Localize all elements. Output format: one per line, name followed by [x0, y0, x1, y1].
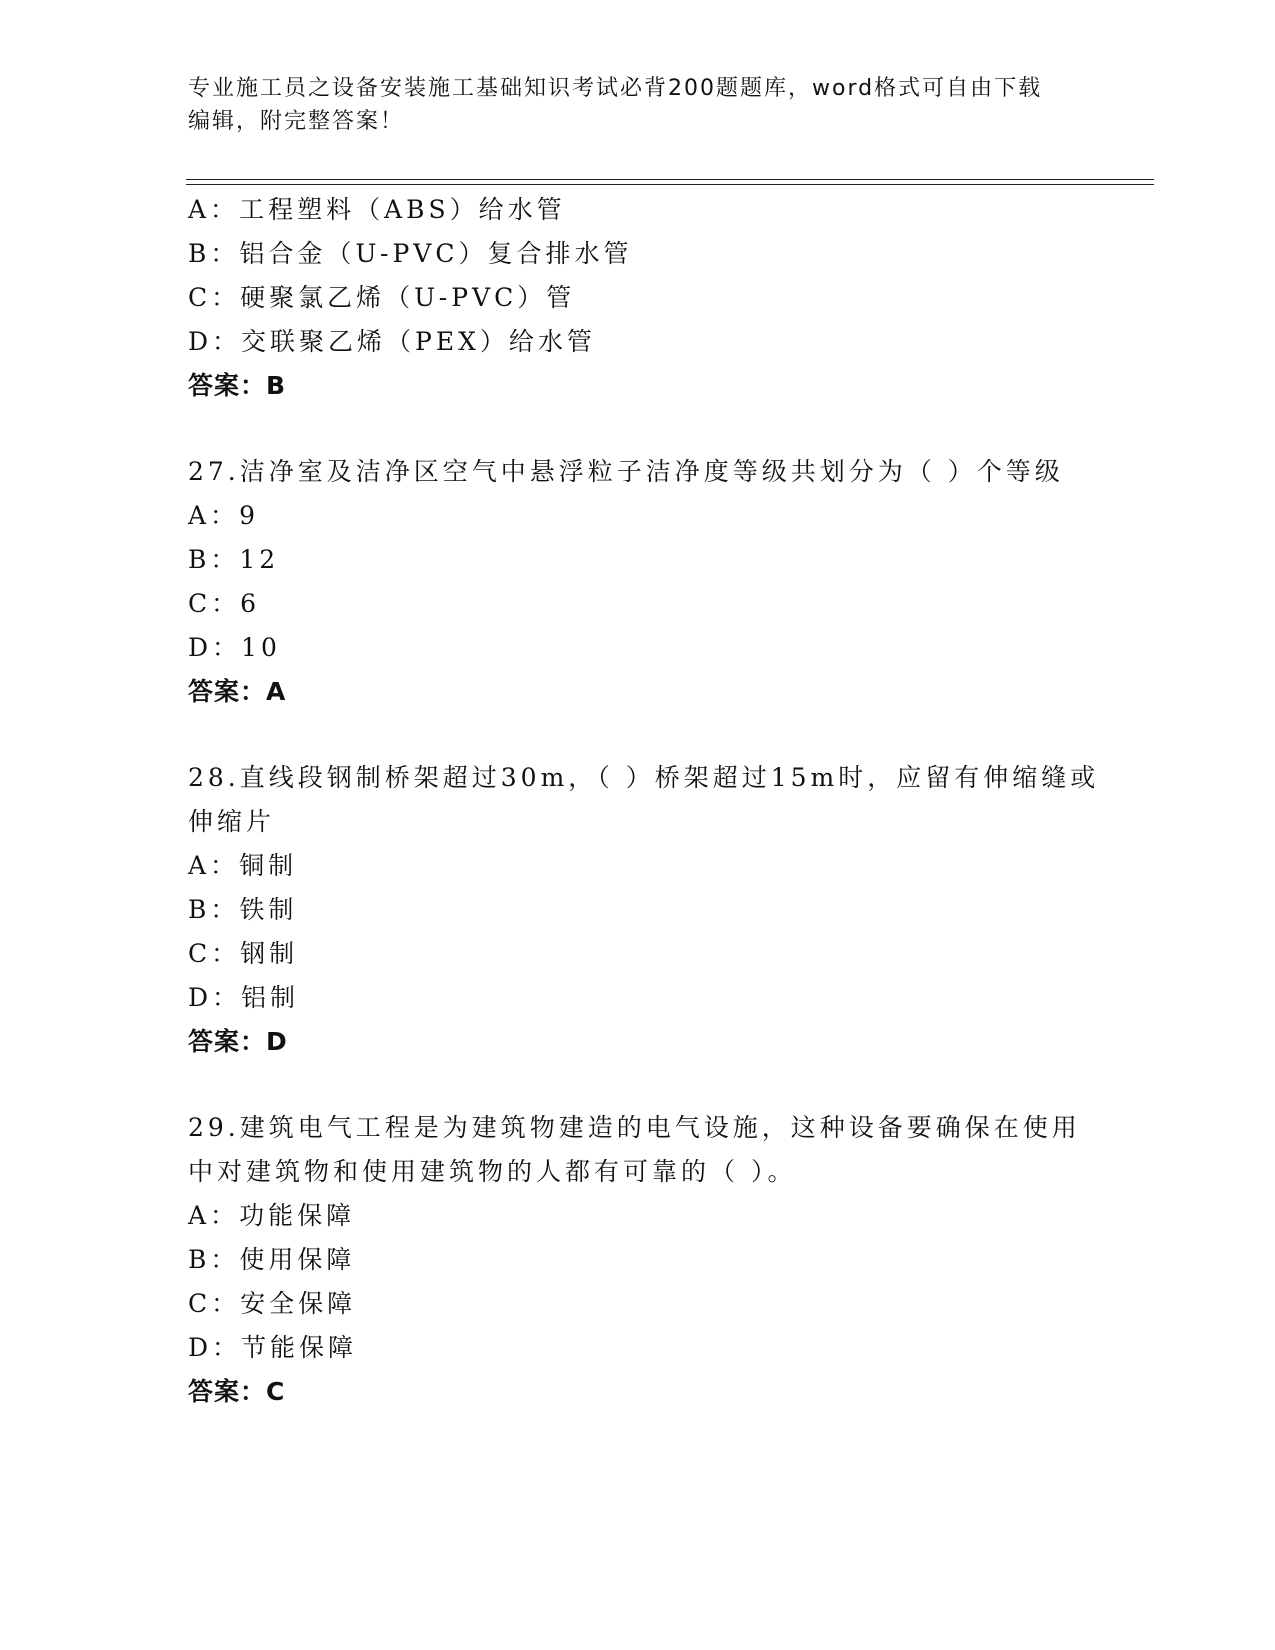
option-letter: C：	[188, 1289, 241, 1318]
option-text: 交联聚乙烯（PEX）给水管	[241, 327, 596, 356]
option-text: 铝制	[241, 983, 300, 1012]
q26-option-d	[188, 325, 596, 359]
document-header	[188, 72, 1068, 138]
q26-answer: 答案：B	[188, 371, 287, 400]
q28-option-c	[188, 937, 298, 971]
option-letter: A：	[188, 501, 240, 530]
q29-option-d	[188, 1331, 357, 1365]
q28-stem-line-2: 伸缩片	[188, 807, 276, 836]
option-letter: B：	[188, 895, 240, 924]
option-text: 9	[239, 501, 259, 530]
option-text: 使用保障	[239, 1245, 356, 1274]
q27-option-b	[188, 543, 279, 577]
q29-stem-line-1: 29.建筑电气工程是为建筑物建造的电气设施，这种设备要确保在使用	[188, 1113, 1081, 1142]
q26-option-c	[188, 281, 575, 315]
option-text: 安全保障	[240, 1289, 357, 1318]
option-text: 功能保障	[239, 1201, 356, 1230]
option-text: 铝合金（U-PVC）复合排水管	[239, 239, 633, 268]
option-text: 工程塑料（ABS）给水管	[239, 195, 566, 224]
q29-option-c	[188, 1287, 356, 1321]
option-text: 10	[241, 633, 281, 662]
q27-answer: 答案：A	[188, 677, 287, 706]
q28-option-d	[188, 981, 299, 1015]
header-divider-top	[186, 179, 1154, 180]
option-letter: D：	[188, 983, 242, 1012]
option-text: 钢制	[240, 939, 299, 968]
option-text: 12	[239, 545, 280, 574]
q27-option-c	[188, 587, 260, 621]
q26-option-a	[188, 193, 566, 227]
option-letter: C：	[188, 589, 241, 618]
q28-option-a	[188, 849, 297, 883]
q27-stem: 27.洁净室及洁净区空气中悬浮粒子洁净度等级共划分为（ ）个等级	[188, 457, 1064, 486]
option-text: 铜制	[239, 851, 298, 880]
option-text: 铁制	[239, 895, 298, 924]
header-title-line-2: 编辑，附完整答案！	[188, 109, 405, 134]
option-letter: C：	[188, 283, 241, 312]
q28-stem-line-1: 28.直线段钢制桥架超过30m，（ ）桥架超过15m时，应留有伸缩缝或	[188, 763, 1100, 792]
option-letter: D：	[188, 327, 242, 356]
option-letter: A：	[188, 1201, 240, 1230]
q29-answer: 答案：C	[188, 1377, 286, 1406]
option-letter: D：	[188, 633, 242, 662]
q26-option-b	[188, 237, 632, 271]
option-letter: A：	[188, 851, 240, 880]
option-text: 节能保障	[241, 1333, 358, 1362]
option-letter: B：	[188, 1245, 240, 1274]
q28-answer: 答案：D	[188, 1027, 288, 1056]
option-letter: A：	[188, 195, 240, 224]
option-text: 硬聚氯乙烯（U-PVC）管	[240, 283, 576, 312]
q27-option-d	[188, 631, 281, 665]
q29-stem-line-2: 中对建筑物和使用建筑物的人都有可靠的（ ）。	[188, 1157, 797, 1186]
q28-option-b	[188, 893, 297, 927]
q29-option-a	[188, 1199, 355, 1233]
option-letter: B：	[188, 545, 240, 574]
option-text: 6	[240, 589, 261, 618]
option-letter: B：	[188, 239, 240, 268]
option-letter: C：	[188, 939, 241, 968]
header-title-line-1: 专业施工员之设备安装施工基础知识考试必背200题题库，word格式可自由下载	[188, 76, 1043, 101]
option-letter: D：	[188, 1333, 242, 1362]
header-divider-bottom	[186, 184, 1154, 185]
q27-option-a	[188, 499, 259, 533]
q29-option-b	[188, 1243, 355, 1277]
